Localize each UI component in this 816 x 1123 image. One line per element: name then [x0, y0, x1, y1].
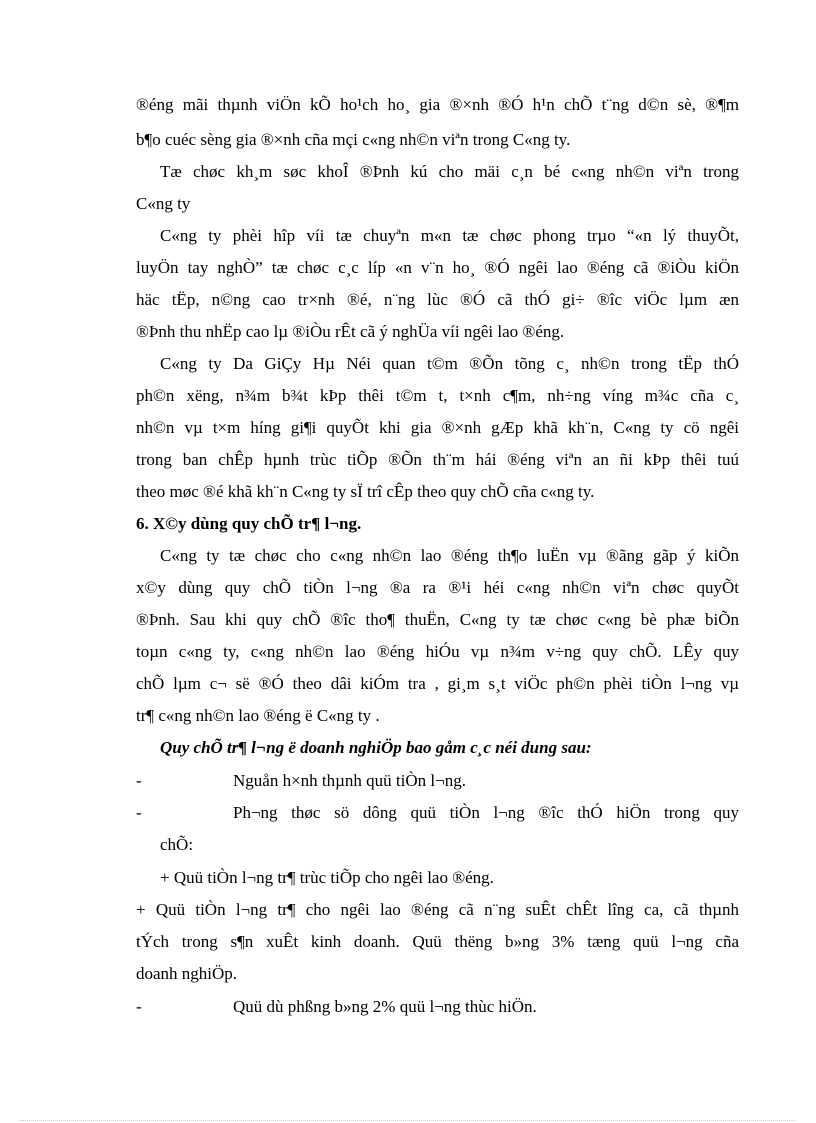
- body-text-line: trong ban chÊp hµnh trùc tiÕp ®Õn th¨m hái ®éng viªn an ñi kÞp thêi tuú: [136, 450, 739, 469]
- body-text-line: tr¶ c«ng nh©n lao ®éng ë C«ng ty .: [136, 706, 380, 725]
- page-bottom-rule: [20, 1120, 796, 1121]
- body-text-line: Tæ chøc kh¸m søc khoÎ ®Þnh kú cho mäi c¸n bé c«ng nh©n viªn trong: [160, 162, 739, 181]
- bullet-text: Quü dù phßng b»ng 2% quü l¬ng thùc hiÖn.: [233, 997, 537, 1016]
- body-text-line: doanh nghiÖp.: [136, 964, 238, 983]
- body-text-line: + Quü tiÒn l¬ng tr¶ trùc tiÕp cho ngêi lao ®éng.: [160, 868, 494, 887]
- bullet-marker: -: [136, 997, 142, 1016]
- body-text-line: chÕ lµm c¬ së ®Ó theo dâi kiÓm tra , gi¸m s¸t viÖc ph©n phèi tiÒn l¬ng vµ: [136, 674, 739, 693]
- section-heading: 6. X©y dùng quy chÕ tr¶ l¬ng.: [136, 514, 362, 533]
- body-text-line: häc tËp, n©ng cao tr×nh ®é, n¨ng lùc ®Ó cã thÓ gi÷ ®îc viÖc lµm æn: [136, 290, 739, 309]
- bullet-text: Ph¬ng thøc sö dông quü tiÒn l¬ng ®îc thÓ hiÖn trong quy: [233, 803, 739, 822]
- body-text-line: x©y dùng quy chÕ tiÒn l¬ng ®a ra ®¹i héi c«ng nh©n viªn chøc quyÕt: [136, 578, 739, 597]
- body-text-line: ®Þnh. Sau khi quy chÕ ®îc tho¶ thuËn, C«ng ty tæ chøc c«ng bè phæ biÕn: [136, 610, 739, 629]
- body-text-line: tÝch trong s¶n xuÊt kinh doanh. Quü thëng b»ng 3% tæng quü l¬ng cña: [136, 932, 739, 951]
- body-text-line: C«ng ty Da GiÇy Hµ Néi quan t©m ®Õn tõng c¸ nh©n trong tËp thÓ: [160, 354, 739, 373]
- bullet-marker: -: [136, 771, 142, 790]
- body-text-line: C«ng ty: [136, 194, 191, 213]
- body-text-line: ph©n xëng, n¾m b¾t kÞp thêi t©m t, t×nh c¶m, nh÷ng víng m¾c cña c¸: [136, 386, 739, 405]
- section-subheading: Quy chÕ tr¶ l¬ng ë doanh nghiÖp bao gåm c¸c néi dung sau:: [160, 738, 592, 757]
- body-text-line: ®Þnh thu nhËp cao lµ ®iÒu rÊt cã ý nghÜa víi ngêi lao ®éng.: [136, 322, 565, 341]
- bullet-text: Nguån h×nh thµnh quü tiÒn l¬ng.: [233, 771, 466, 790]
- body-text-line: C«ng ty phèi hîp víi tæ chuyªn m«n tæ chøc phong trµo “«n lý thuyÕt,: [160, 226, 739, 245]
- body-text-line: theo møc ®é khã kh¨n C«ng ty sÏ trî cÊp theo quy chÕ cña c«ng ty.: [136, 482, 595, 501]
- body-text-line: b¶o cuéc sèng gia ®×nh cña mçi c«ng nh©n viªn trong C«ng ty.: [136, 130, 571, 149]
- bullet-marker: -: [136, 803, 142, 822]
- body-text-line: + Quü tiÒn l¬ng tr¶ cho ngêi lao ®éng cã n¨ng suÊt chÊt lîng ca, cã thµnh: [136, 900, 739, 919]
- body-text-line: ®éng mãi thµnh viÖn kÕ ho¹ch ho¸ gia ®×nh ®Ó h¹n chÕ t¨ng d©n sè, ®¶m: [136, 95, 739, 114]
- body-text-line: chÕ:: [160, 835, 194, 854]
- body-text-line: C«ng ty tæ chøc cho c«ng nh©n lao ®éng th¶o luËn vµ ®ãng gãp ý kiÕn: [160, 546, 739, 565]
- body-text-line: luyÖn tay nghÒ” tæ chøc c¸c líp «n v¨n ho¸ ®Ó ngêi lao ®éng cã ®iÒu kiÖn: [136, 258, 739, 277]
- body-text-line: nh©n vµ t×m híng gi¶i quyÕt khi gia ®×nh gÆp khã kh¨n, C«ng ty cö ngêi: [136, 418, 739, 437]
- body-text-line: toµn c«ng ty, c«ng nh©n lao ®éng hiÓu vµ n¾m v÷ng quy chÕ. LÊy quy: [136, 642, 739, 661]
